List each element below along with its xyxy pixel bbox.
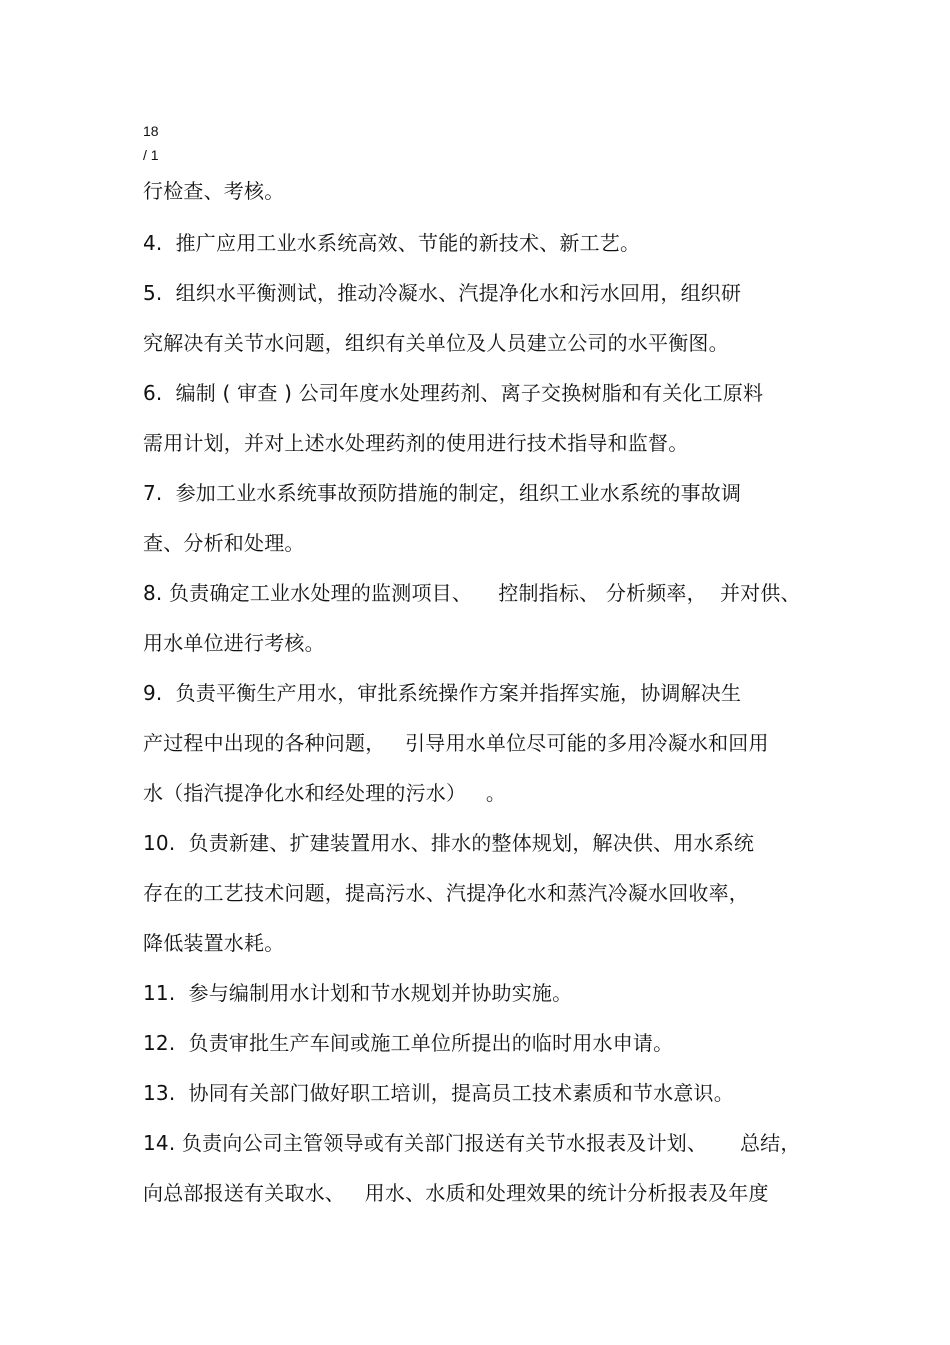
text-line: 行检查、考核。 (143, 179, 285, 203)
text-line: 产过程中出现的各种问题， 引导用水单位尽可能的多用冷凝水和回用 (143, 731, 769, 755)
text-line: 降低装置水耗。 (143, 931, 285, 955)
text-line: 究解决有关节水问题，组织有关单位及人员建立公司的水平衡图。 (143, 331, 729, 355)
text-line: 查、分析和处理。 (143, 531, 305, 555)
text-line: 存在的工艺技术问题，提高污水、汽提净化水和蒸汽冷凝水回收率， (143, 881, 749, 905)
text-line: 13. 协同有关部门做好职工培训，提高员工技术素质和节水意识。 (143, 1081, 734, 1105)
text-line: 用水单位进行考核。 (143, 631, 325, 655)
text-line: 水（指汽提净化水和经处理的污水） 。 (143, 781, 507, 805)
text-line: 需用计划，并对上述水处理药剂的使用进行技术指导和监督。 (143, 431, 689, 455)
text-line: 12. 负责审批生产车间或施工单位所提出的临时用水申请。 (143, 1031, 674, 1055)
page-number-bottom: / 1 (143, 147, 159, 163)
text-line: 7. 参加工业水系统事故预防措施的制定，组织工业水系统的事故调 (143, 481, 742, 505)
text-line: 14. 负责向公司主管领导或有关部门报送有关节水报表及计划、 总结， (143, 1131, 801, 1155)
text-line: 向总部报送有关取水、 用水、水质和处理效果的统计分析报表及年度 (143, 1181, 769, 1205)
text-line: 8. 负责确定工业水处理的监测项目、 控制指标、 分析频率， 并对供、 (143, 581, 801, 605)
page-number-top: 18 (143, 123, 159, 139)
text-line: 6. 编制 ( 审查 ) 公司年度水处理药剂、离子交换树脂和有关化工原料 (143, 381, 764, 405)
text-line: 11. 参与编制用水计划和节水规划并协助实施。 (143, 981, 573, 1005)
text-line: 9. 负责平衡生产用水，审批系统操作方案并指挥实施，协调解决生 (143, 681, 742, 705)
text-line: 10. 负责新建、扩建装置用水、排水的整体规划，解决供、用水系统 (143, 831, 755, 855)
text-line: 5. 组织水平衡测试，推动冷凝水、汽提净化水和污水回用，组织研 (143, 281, 742, 305)
text-line: 4. 推广应用工业水系统高效、节能的新技术、新工艺。 (143, 231, 641, 255)
